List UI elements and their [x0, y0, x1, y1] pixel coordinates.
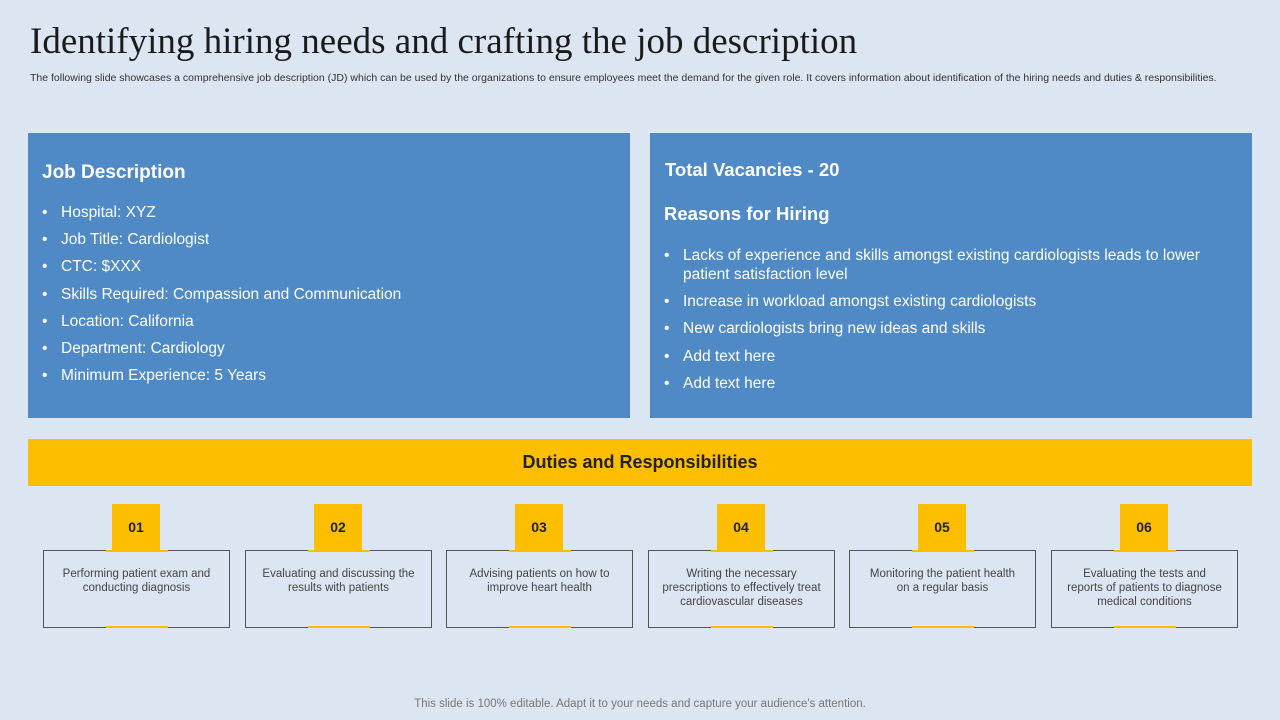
duties-heading: Duties and Responsibilities [522, 452, 758, 472]
list-item-text: CTC: $XXX [61, 258, 142, 276]
slide-subtitle: The following slide showcases a comprehensive job description (JD) which can be used by the organizations to ensure employees meet the demand for the given role. It covers information about identification of the hiring needs and duties & responsibilities. [30, 72, 1217, 84]
duty-text: Monitoring the patient health on a regular basis [849, 550, 1036, 628]
list-item-text: Increase in workload amongst existing cardiologists [683, 293, 1037, 311]
bullet-icon: • [664, 247, 670, 264]
duty-card [849, 504, 1036, 628]
duties-heading-bar [28, 439, 1252, 486]
list-item-text: Department: Cardiology [61, 339, 225, 357]
bullet-icon: • [42, 258, 48, 276]
bullet-icon: • [42, 231, 48, 249]
reasons-list [664, 246, 1224, 401]
bullet-icon: • [664, 320, 670, 338]
job-description-panel [28, 133, 630, 418]
bullet-icon: • [42, 339, 48, 357]
list-item [42, 285, 401, 304]
duty-text: Evaluating and discussing the results with patients [245, 550, 432, 628]
duty-text: Advising patients on how to improve heart health [446, 550, 633, 628]
duty-number: 01 [112, 504, 160, 550]
list-item [42, 230, 401, 249]
list-item [42, 257, 401, 276]
list-item-text: New cardiologists bring new ideas and skills [683, 320, 986, 338]
bullet-icon: • [664, 374, 670, 392]
duty-card [1051, 504, 1238, 628]
footer-note: This slide is 100% editable. Adapt it to your needs and capture your audience's attention. [414, 698, 866, 710]
list-item-text: Skills Required: Compassion and Communication [61, 285, 402, 303]
list-item [664, 292, 1224, 311]
duty-text: Evaluating the tests and reports of patients to diagnose medical conditions [1051, 550, 1238, 628]
bullet-icon: • [42, 367, 48, 385]
bullet-icon: • [664, 293, 670, 311]
list-item-text: Job Title: Cardiologist [61, 231, 210, 249]
list-item [664, 347, 1224, 366]
duty-number: 05 [918, 504, 966, 550]
duty-card [43, 504, 230, 628]
total-vacancies: Total Vacancies - 20 [665, 159, 840, 180]
duty-card [446, 504, 633, 628]
duty-text: Writing the necessary prescriptions to effectively treat cardiovascular diseases [648, 550, 835, 628]
list-item-text: Location: California [61, 312, 194, 330]
bullet-icon: • [42, 312, 48, 330]
list-item [42, 366, 401, 385]
reasons-heading: Reasons for Hiring [664, 203, 830, 224]
duty-text: Performing patient exam and conducting diagnosis [43, 550, 230, 628]
slide-title: Identifying hiring needs and crafting the job description [30, 21, 858, 62]
list-item-text: Lacks of experience and skills amongst existing cardiologists leads to lower patient satisfaction level [683, 247, 1200, 283]
duty-number: 02 [314, 504, 362, 550]
job-description-list [42, 203, 401, 393]
duty-number: 03 [515, 504, 563, 550]
duty-number: 06 [1120, 504, 1168, 550]
list-item [42, 203, 401, 222]
list-item-text: Hospital: XYZ [61, 204, 156, 221]
hiring-panel [650, 133, 1252, 418]
list-item-text: Add text here [683, 374, 776, 392]
list-item-text: Minimum Experience: 5 Years [61, 367, 267, 385]
bullet-icon: • [42, 204, 48, 221]
duty-number: 04 [717, 504, 765, 550]
list-item [42, 312, 401, 331]
bullet-icon: • [42, 285, 48, 303]
list-item [664, 374, 1224, 393]
job-description-heading: Job Description [42, 162, 186, 183]
bullet-icon: • [664, 347, 670, 365]
list-item [664, 319, 1224, 338]
list-item [42, 339, 401, 358]
duty-card [245, 504, 432, 628]
list-item [664, 246, 1224, 284]
list-item-text: Add text here [683, 347, 776, 365]
duty-card [648, 504, 835, 628]
